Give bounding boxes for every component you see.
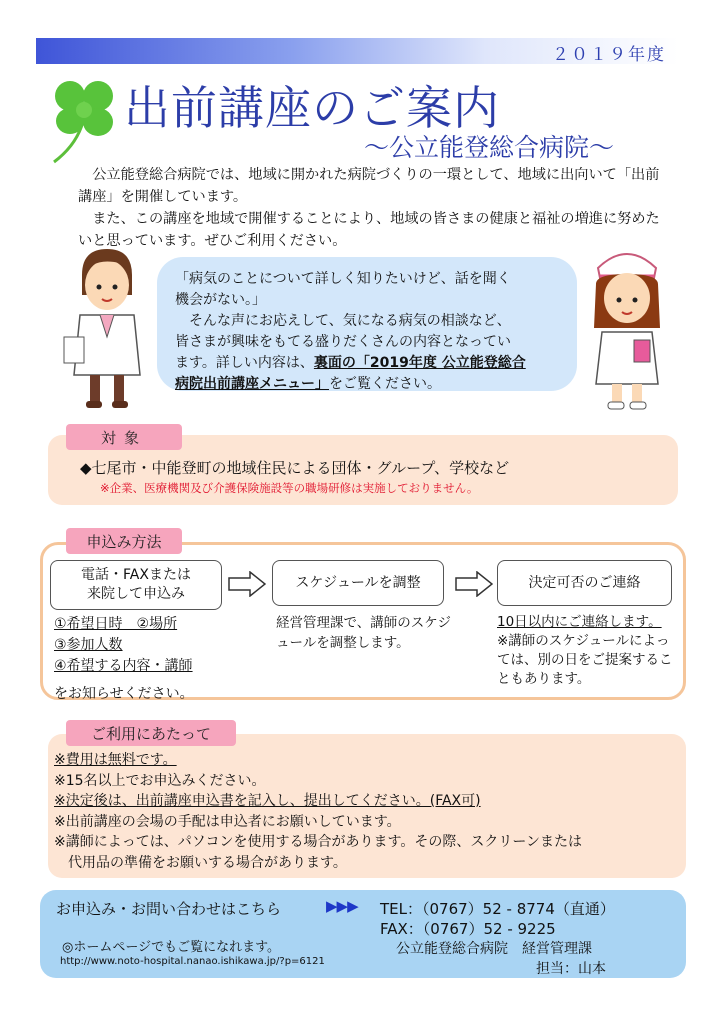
apply-tag: 申込み方法 — [66, 528, 182, 554]
menu-reference: 病院出前講座メニュー」 — [175, 376, 329, 392]
arrow-right-icon — [228, 571, 266, 597]
speech-bubble — [157, 257, 577, 391]
homepage-note: ◎ホームページでもご覧になれます。 — [62, 940, 281, 955]
usage-note: 代用品の準備をお願いする場合があります。 — [68, 854, 347, 871]
notify-note: ※講師のスケジュールによっては、別の日をご提案することもあります。 — [497, 633, 673, 687]
year-label: ２０１９年度 — [552, 45, 666, 65]
usage-note: ※講師によっては、パソコンを使用する場合があります。その際、スクリーンまたは — [54, 834, 583, 850]
homepage-url: http://www.noto-hospital.nanao.ishikawa.jp/?p=6121 — [60, 956, 325, 967]
triple-arrow-icon: ▶▶▶ — [326, 897, 358, 915]
target-description: ◆七尾市・中能登町の地域住民による団体・グループ、学校など — [80, 459, 510, 477]
arrow-right-icon — [455, 571, 493, 597]
bubble-line: そんな声にお応えして、気になる病気の相談など、 — [189, 313, 511, 329]
step-notify: 決定可否のご連絡 — [497, 560, 672, 606]
clover-icon — [48, 74, 120, 164]
menu-reference: 裏面の「2019年度 公立能登総合 — [313, 355, 526, 371]
usage-tag: ご利用にあたって — [66, 720, 236, 746]
usage-note: ※費用は無料です。 — [54, 752, 177, 768]
bubble-line: 機会がない。」 — [175, 292, 266, 308]
page-subtitle: ～公立能登総合病院～ — [364, 133, 615, 162]
bubble-line: 皆さまが興味をもてる盛りだくさんの内容となってい — [175, 334, 511, 350]
apply-item: ①希望日時 ②場所 — [54, 616, 178, 632]
usage-note: ※15名以上でお申込みください。 — [54, 772, 266, 789]
apply-items — [54, 614, 194, 705]
intro-paragraph-1: 公立能登総合病院では、地域に開かれた病院づくりの一環として、地域に出向いて「出前講座」を開催しています。 — [78, 167, 660, 205]
step-apply-line: 来院して申込み — [87, 586, 185, 602]
usage-notes — [54, 750, 674, 873]
intro-paragraph-2: また、この講座を地域で開催することにより、地域の皆さまの健康と福祉の増進に努めたいと思っています。ぜひご利用ください。 — [78, 211, 660, 249]
phone-number: TEL：（0767）52 - 8774（直通） — [380, 900, 615, 918]
bubble-text: をご覧ください。 — [329, 376, 441, 392]
notify-deadline: 10日以内にご連絡します。 — [497, 614, 662, 630]
apply-item: ④希望する内容・講師 — [54, 658, 193, 674]
target-tag: 対象 — [66, 424, 182, 450]
target-note: ※企業、医療機関及び介護保険施設等の職場研修は実施しておりません。 — [100, 481, 479, 495]
apply-item: ③参加人数 — [54, 637, 123, 653]
bubble-line — [175, 353, 559, 374]
usage-note: ※決定後は、出前講座申込書を記入し、提出してください。(FAX可) — [54, 793, 481, 809]
hospital-department: 公立能登総合病院 経営管理課 — [396, 941, 592, 957]
contact-label: お申込み・お問い合わせはこちら — [56, 900, 282, 918]
intro-text — [78, 164, 668, 252]
usage-note: ※出前講座の会場の手配は申込者にお願いしています。 — [54, 813, 401, 830]
apply-items-footer: をお知らせください。 — [54, 686, 194, 702]
notify-description — [497, 613, 681, 689]
doctor-illustration — [62, 245, 152, 410]
schedule-description: 経営管理課で、講師のスケジュールを調整します。 — [276, 615, 451, 651]
bubble-text: ます。詳しい内容は、 — [175, 355, 314, 371]
step-apply-line: 電話・FAXまたは — [81, 567, 191, 583]
step-apply — [50, 560, 222, 610]
fax-number: FAX：（0767）52 - 9225 — [380, 920, 556, 938]
step-schedule: スケジュールを調整 — [272, 560, 444, 606]
page-title: 出前講座のご案内 — [124, 81, 500, 135]
nurse-illustration — [584, 244, 670, 412]
bubble-line: 「病気のことについて詳しく知りたいけど、話を聞く — [175, 271, 511, 287]
bubble-line — [175, 374, 559, 395]
contact-person: 担当：山本 — [536, 961, 606, 977]
